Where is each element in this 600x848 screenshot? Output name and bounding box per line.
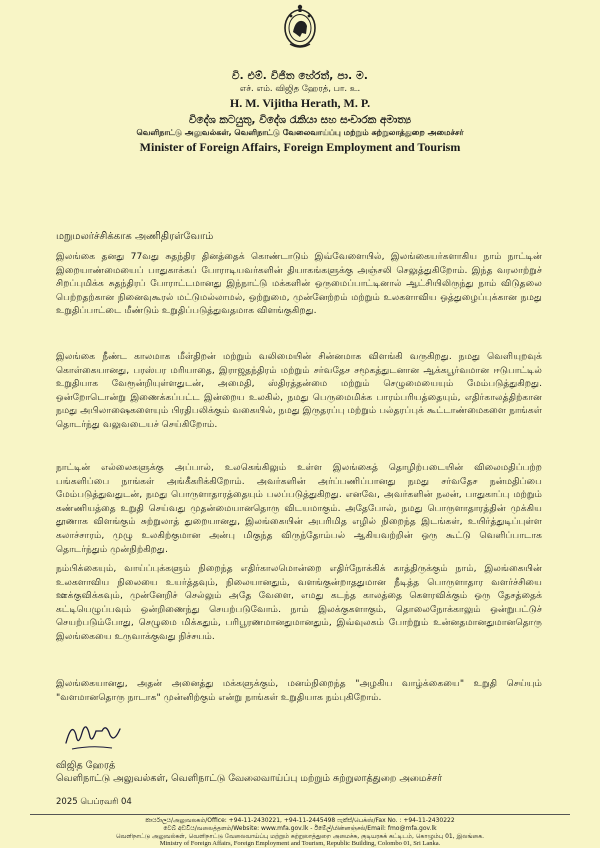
minister-name-english: H. M. Vijitha Herath, M. P.	[229, 96, 371, 110]
footer-address-english: Ministry of Foreign Affairs, Foreign Employment and Tourism, Republic Building, Colombo 01, Sri Lanka.	[159, 840, 441, 847]
letter-paragraph-3: நாட்டின் எல்லைகளுக்கு அப்பால், உலகெங்கிலும் உள்ள இலங்கைத் தொழிற்படையின் விலைமதிப்பற்ற பங்களிப்பை நாங்கள் அங்கீகரிக்கிறோம். அவர்களின் அர்ப்பணிப்பானது நமது சர்வதேச நன்மதிப்பை மேம்படுத்துவதுடன், நமது பொருளாதாரத்தையும் பலப்படுத்துகிறது. எனவே, அவர்களின் நலன், பாதுகாப்பு மற்றும் கண்ணியத்தை உறுதி செய்வது முதன்மையானதொரு விடயமாகும். அதேபோல், நமது பொருளாதாரத்தின் முக்கிய தூணாக விளங்கும் சுற்றுலாத் துறையானது, இலங்கையின் அபரிமித எழில் நிறைந்த இடங்கள், உயிர்த்துடிப்புள்ள கலாச்சாரம், முழு உலகிற்குமான அன்பு மிகுந்த விருந்தோம்பல் ஆகியவற்றின் ஒரு கூட்டு வெளிப்பாடாக தொடர்ந்தும் முன்நிற்கிறது.	[56, 462, 542, 555]
ministry-title-sinhala: විදේශ කටයුතු, විදේශ රැකියා සහ සංචාරක අමාත්‍ය	[188, 114, 412, 126]
letter-paragraph-1: இலங்கை தனது 77வது சுதந்திர தினத்தைக் கொண்டாடும் இவ்வேளையில், இலங்கையர்களாகிய நாம் நாட்டின் இறையாண்மையைப் பாதுகாக்கப் போராடியவர்களின் தியாகங்களுக்கு அஞ்சலி செலுத்துகிறோம். இந்த வரலாற்றுச் சிறப்புமிக்க சுதந்திரப் போராட்டமானது இந்நாட்டு மக்களின் ஒருமைப்பாட்டினால் ஆட்சியிலிருந்து நாம் விடுதலை பெற்றதற்கான நினைவுகூரல் மட்டுமல்லாமல், ஒற்றுமை, முன்னேற்றம் மற்றும் உலகளாவிய ஒத்துழைப்புக்கான நமது உறுதிப்பாட்டை மீண்டும் உறுதிப்படுத்துவதமாக விளங்குகிறது.	[56, 251, 542, 317]
letter-salutation: மறுமலர்ச்சிக்காக அணிதிரள்வோம்	[56, 231, 214, 242]
letter-date: 2025 பெப்ரவரி 04	[56, 797, 132, 807]
ministry-title-tamil: வெளிநாட்டு அலுவல்கள், வெளிநாட்டு வேலைவாய்ப்பு மற்றும் சுற்றுலாத்துறை அமைச்சர்	[136, 128, 464, 137]
letter-paragraph-2: இலங்கை நீண்ட காலமாக மீள்திறன் மற்றும் வலிமையின் சின்னமாக விளங்கி வருகிறது. நமது வெளியுறவுக் கொள்கையானது, பரஸ்பர மரியாதை, இராஜதந்திரம் மற்றும் சர்வதேச சமூகத்துடனான ஆக்கபூர்வமான ஈடுபாட்டில் உறுதியாக வேரூன்றியுள்ளதுடன், அமைதி, ஸ்திரத்தன்மை மற்றும் செழுமையையும் மேம்படுத்துகிறது. ஒன்றோடொன்று இணைக்கப்பட்ட இன்றைய உலகில், நமது பெருமைமிக்க பாரம்பரியத்தையும், எதிர்காலத்திற்கான நமது அபிலாஷைகளையும் பிரதிபலிக்கும் வகையில், நமது இருதரப்பு மற்றும் பல்தரப்புக் கூட்டாண்மைகளை நாங்கள் தொடர்ந்து வலுவடையச் செய்கிறோம்.	[56, 351, 542, 430]
handwritten-signature-icon	[62, 713, 132, 753]
footer-contact-phone: කාර්යාලය/அலுவலகம்/Office: +94-11-2430221, +94-11-2445498 ෆැක්ස්/பெக்ஸ்/Fax No. : +94-11-2430222	[145, 817, 455, 824]
minister-name-sinhala: වි. එම්. විජිත හේරත්, පා. ම.	[231, 70, 369, 82]
footer-address-tamil: வெளிநாட்டு அலுவல்கள், வெளிநாட்டு வேலைவாய்ப்பு மற்றும் சுற்றுலாத்துறை அமைச்சு, குடியரசுக் கட்டிடம், கொழும்பு 01, இலங்கை.	[115, 833, 485, 840]
footer-contact-web: වෙබ් අඩවිය/வலைத்தளம்/Website: www.mfa.gov.lk - ඊමේල්/மின்னஞ்சல்/Email: fmo@mfa.gov.lk	[163, 825, 437, 832]
ministry-title-english: Minister of Foreign Affairs, Foreign Employment and Tourism	[139, 140, 461, 154]
sri-lanka-emblem-icon	[282, 4, 318, 50]
letter-paragraph-4: நம்பிக்கையும், வாய்ப்புக்களும் நிறைந்த எதிர்காலமொன்றை எதிர்நோக்கிக் காத்திருக்கும் நாம், இலங்கையின் உலகளாவிய நிலையை உயர்த்தவும், நிலையானதும், வளங்குன்றாததுமான நீடித்த பொருளாதார வளர்ச்சியை ஊக்குவிக்கவும், முன்னேறிச் செல்லும் அதே வேளை, எமது கடந்த காலத்தை கௌரவிக்கும் ஒரு தேசத்தைக் கட்டியெழுப்பவும் ஒன்றிணைந்து செயற்படுவோம். நாம் இலக்குகளாகும், தொலைநோக்காலும் ஒன்றுபட்டுச் செயற்படும்போது, செழுமை மிக்கதும், பரிபூரணமானதுமானதும், இவ்வுலகம் போற்றும் உன்னதமானதுமானதொரு இலங்கையை உருவாக்குவது நிச்சயம்.	[56, 563, 542, 642]
signatory-title: வெளிநாட்டு அலுவல்கள், வெளிநாட்டு வேலைவாய்ப்பு மற்றும் சுற்றுலாத்துறை அமைச்சர்	[56, 773, 443, 784]
letter-paragraph-5: இலங்கையானது, அதன் அனைத்து மக்களுக்கும், மனம்நிறைந்த "அழகிய வாழ்க்கையை" உறுதி செய்யும் "வளமானதொரு நாடாக" முன்னிற்கும் என்று நாங்கள் உறுதியாக நம்புகிறோம்.	[56, 678, 542, 703]
footer-divider	[30, 814, 570, 815]
signatory-name: விஜித ஹேரத்	[56, 760, 116, 771]
minister-name-tamil: எச். எம். விஜித ஹேரத், பா. உ.	[239, 84, 361, 94]
